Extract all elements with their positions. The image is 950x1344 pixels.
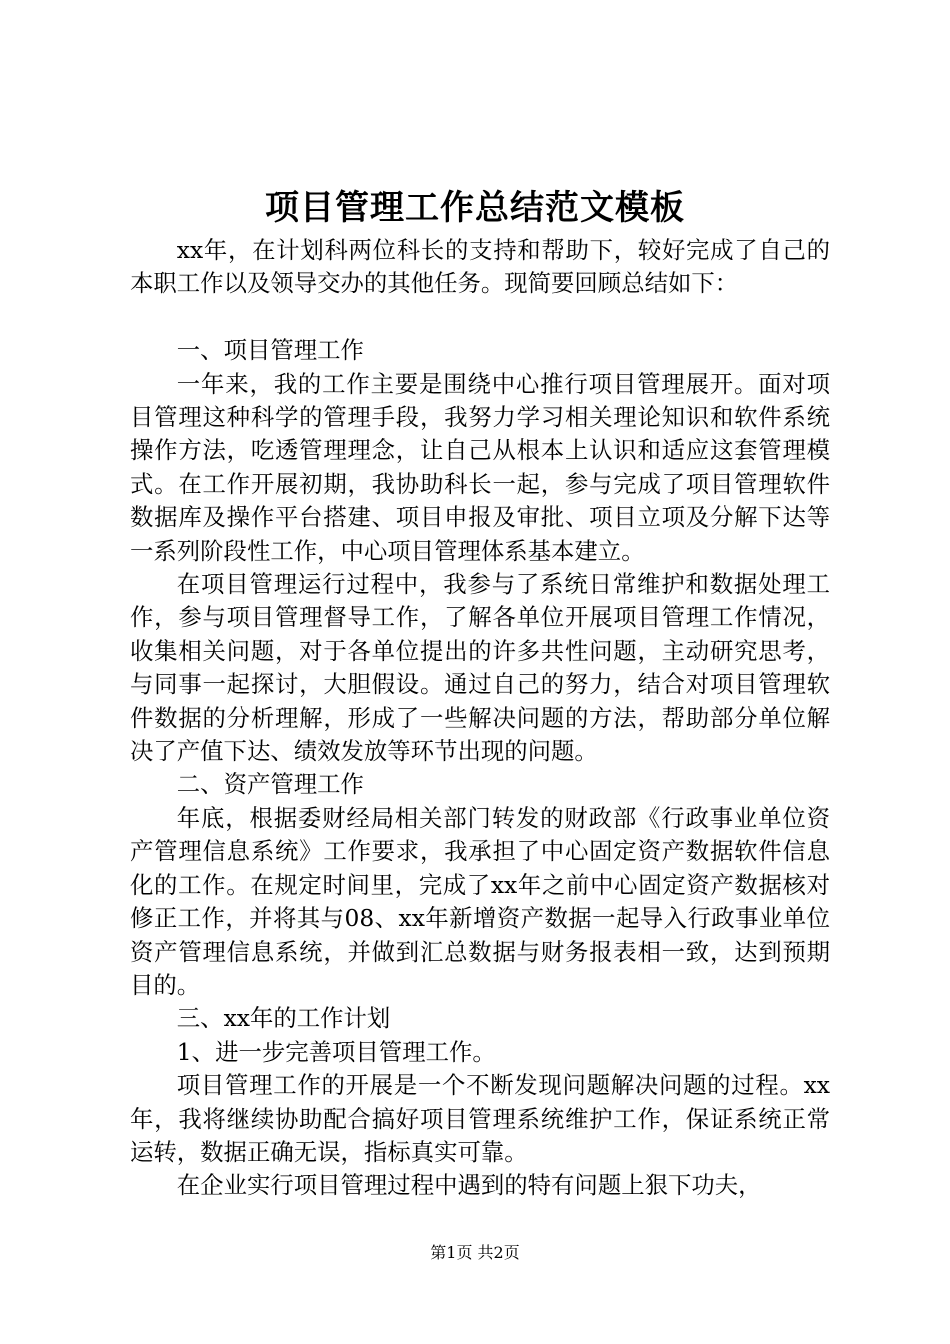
page-footer: 第1页 共2页 bbox=[430, 1243, 520, 1262]
document-body bbox=[130, 234, 830, 1203]
paragraph-project-management-1: 一年来，我的工作主要是围绕中心推行项目管理展开。面对项目管理这种科学的管理手段，我努力学习相关理论知识和软件系统操作方法，吃透管理理念，让自己从根本上认识和适应这套管理模式。在工作开展初期，我协助科长一起，参与完成了项目管理软件数据库及操作平台搭建、项目申报及审批、项目立项及分解下达等一系列阶段性工作，中心项目管理体系基本建立。 bbox=[130, 369, 830, 565]
paragraph-intro: xx年，在计划科两位科长的支持和帮助下，较好完成了自己的本职工作以及领导交办的其他任务。现简要回顾总结如下： bbox=[130, 236, 830, 298]
paragraph-project-management-2: 在项目管理运行过程中，我参与了系统日常维护和数据处理工作，参与项目管理督导工作，了解各单位开展项目管理工作情况，收集相关问题，对于各单位提出的许多共性问题，主动研究思考，与同事一起探讨，大胆假设。通过自己的努力，结合对项目管理软件数据的分析理解，形成了一些解决问题的方法，帮助部分单位解决了产值下达、绩效发放等环节出现的问题。 bbox=[130, 570, 830, 766]
paragraph-asset-management: 年底，根据委财经局相关部门转发的财政部《行政事业单位资产管理信息系统》工作要求，我承担了中心固定资产数据软件信息化的工作。在规定时间里，完成了xx年之前中心固定资产数据核对修正工作，并将其与08、xx年新增资产数据一起导入行政事业单位资产管理信息系统，并做到汇总数据与财务报表相一致，达到预期目的。 bbox=[130, 803, 830, 999]
section-heading-asset-management: 二、资产管理工作 bbox=[176, 770, 364, 799]
paragraph-work-plan-1: 项目管理工作的开展是一个不断发现问题解决问题的过程。xx年，我将继续协助配合搞好项目管理系统维护工作，保证系统正常运转，数据正确无误，指标真实可靠。 bbox=[130, 1071, 830, 1166]
document-title: 项目管理工作总结范文模板 bbox=[265, 188, 685, 228]
section-heading-work-plan: 三、xx年的工作计划 bbox=[176, 1004, 391, 1033]
section-heading-project-management: 一、项目管理工作 bbox=[176, 336, 364, 365]
subheading-improve-project-management: 1、进一步完善项目管理工作。 bbox=[176, 1037, 496, 1066]
paragraph-work-plan-2: 在企业实行项目管理过程中遇到的特有问题上狠下功夫， bbox=[176, 1171, 762, 1200]
blank-line bbox=[130, 301, 830, 334]
